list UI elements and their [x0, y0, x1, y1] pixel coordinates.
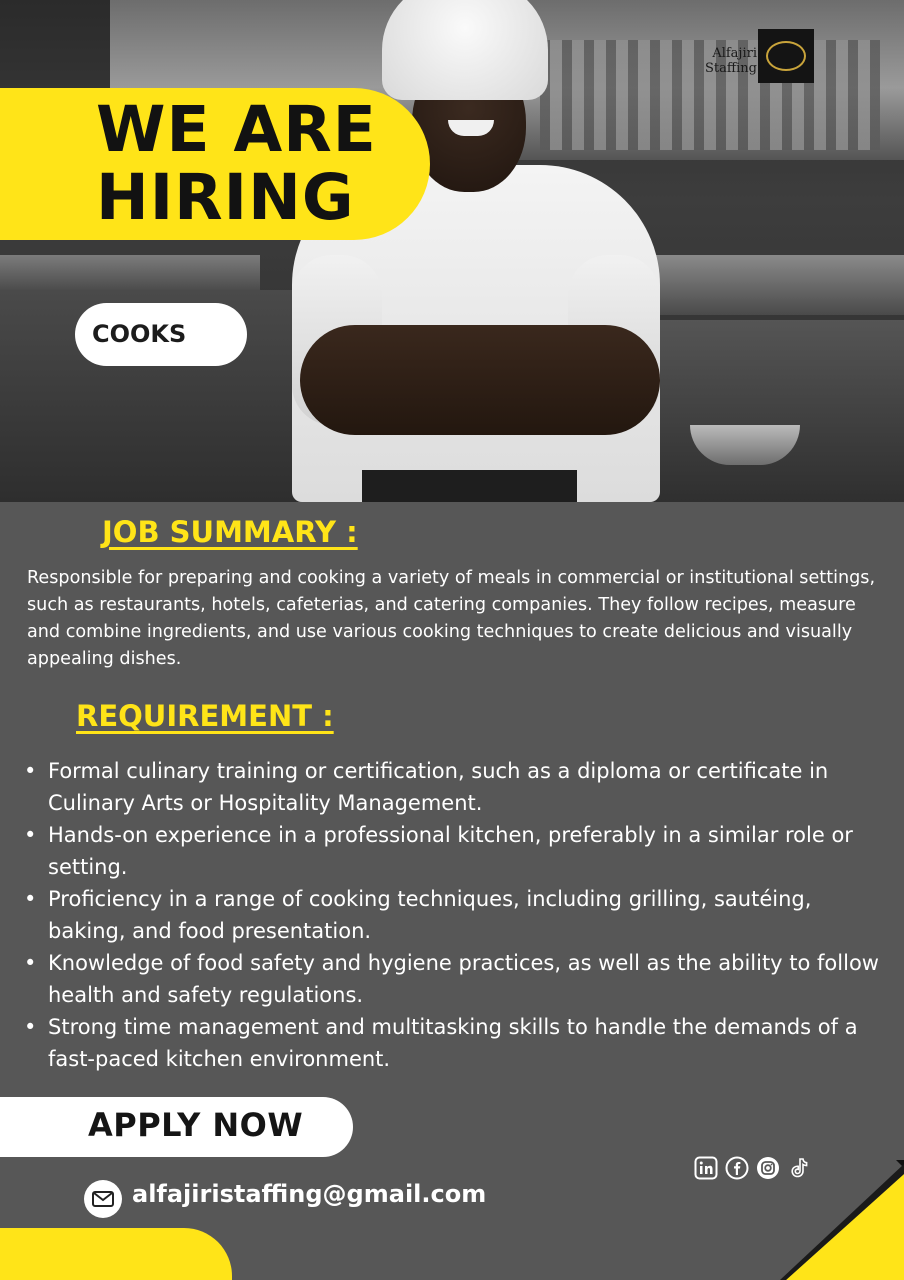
steel-shelf-left	[0, 255, 260, 295]
corner-accent-right	[780, 1160, 904, 1280]
chef-apron	[362, 470, 577, 502]
chef-crossed-arms	[300, 325, 660, 435]
kitchen-counter-right	[640, 320, 904, 502]
requirement-item: • Formal culinary training or certification, such as a diploma or certificate in Culinary Arts or Hospitality Management.	[22, 755, 882, 819]
requirement-list	[22, 755, 882, 1075]
brand-line-2: Staffing	[705, 61, 757, 76]
apply-now-label[interactable]: APPLY NOW	[88, 1106, 304, 1144]
contact-email[interactable]: alfajiristaffing@gmail.com	[132, 1180, 487, 1208]
mail-icon	[84, 1180, 122, 1218]
corner-accent-left	[0, 1228, 232, 1280]
brand-line-1: Alfajiri	[712, 46, 757, 61]
instagram-icon[interactable]	[756, 1156, 780, 1180]
job-summary-heading: JOB SUMMARY :	[102, 515, 358, 549]
requirement-heading: REQUIREMENT :	[76, 699, 334, 733]
requirement-item: • Strong time management and multitasking skills to handle the demands of a fast-paced kitchen environment.	[22, 1011, 882, 1075]
headline-line-1: WE ARE	[96, 93, 377, 166]
linkedin-icon[interactable]	[694, 1156, 718, 1180]
requirement-item: • Hands-on experience in a professional kitchen, preferably in a similar role or setting.	[22, 819, 882, 883]
facebook-icon[interactable]	[725, 1156, 749, 1180]
logo-ring	[766, 41, 806, 71]
headline	[96, 93, 436, 234]
chef-hat	[382, 0, 548, 100]
brand-logo-text	[697, 46, 757, 76]
brand-logo-icon	[758, 29, 814, 83]
requirement-item: • Proficiency in a range of cooking techniques, including grilling, sautéing, baking, and food presentation.	[22, 883, 882, 947]
role-label: COOKS	[92, 320, 187, 348]
headline-line-2: HIRING	[96, 161, 355, 234]
requirement-item: • Knowledge of food safety and hygiene practices, as well as the ability to follow health and safety regulations.	[22, 947, 882, 1011]
job-summary-text: Responsible for preparing and cooking a variety of meals in commercial or institutional settings, such as restaurants, hotels, cafeterias, and catering companies. They follow recipes, measure and combine ingredients, and use various cooking techniques to create delicious and visually appealing dishes.	[27, 568, 876, 669]
